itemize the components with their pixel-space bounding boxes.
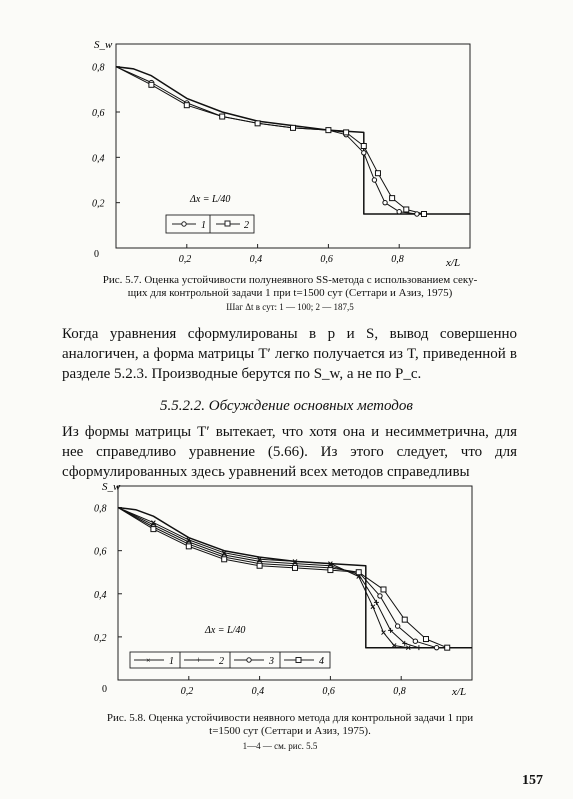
x-tick-label: 0,4 [251,686,265,697]
y-tick-label: 0,2 [94,632,107,644]
figure-5-7-subcaption: Шаг Δt в сут: 1 — 100; 2 — 187,5 [226,302,354,312]
data-point [374,600,379,605]
caption-line-2: t=1500 сут (Сеттари и Азиз, 1975). [209,725,371,737]
series-line-exact [118,508,472,648]
caption-line-1: Рис. 5.8. Оценка устойчивости неявного метода для контрольной задачи 1 при [106,712,474,724]
legend-label-2: 2 [219,656,224,667]
x-tick-label: 0,6 [322,686,335,697]
data-point [415,212,419,216]
data-point [293,565,298,570]
legend-marker-plus: + [196,655,202,665]
data-point [413,639,417,643]
y-tick-label: 0,4 [94,589,107,601]
plot-frame [116,44,470,248]
data-point [151,527,156,532]
x-tick-label: 0,2 [178,254,192,265]
y-tick-label: 0,6 [92,108,105,119]
y-tick-label: 0,8 [92,62,105,74]
y-axis-label: S_w [102,481,121,493]
dx-annotation: Δx = L/40 [205,625,246,636]
x-tick-label: 0,8 [393,686,406,697]
data-point [416,645,421,650]
data-point [255,121,260,126]
data-point [402,617,407,622]
chart-lines [116,67,470,214]
data-point [186,544,191,549]
origin-label: 0 [94,249,99,260]
plot-frame [118,486,472,680]
data-point [222,557,227,562]
data-point [326,128,331,133]
section-heading: 5.5.2.2. Обсуждение основных методов [160,398,413,414]
data-point [445,645,450,650]
paragraph-1: Когда уравнения сформулированы в p и S, вывод совершенно аналогичен, а форма матрицы T′ легко получается из T, приведенной в разделе 5.2.3. Производные берутся по S_w, а не по P_c. [62,326,517,382]
figure-5-8-chart [80,478,510,713]
y-tick-label: 0,2 [92,198,105,210]
data-point [362,151,366,155]
data-point [375,171,380,176]
origin-label: 0 [102,684,107,695]
legend-label-4: 4 [319,656,324,667]
data-point [383,200,387,204]
data-point [404,207,409,212]
data-point [149,82,154,87]
figure-5-8-subcaption: 1—4 — см. рис. 5.5 [242,741,318,751]
x-axis-label: x/L [452,686,467,698]
series-line-1 [116,67,417,214]
data-point [356,570,361,575]
caption-line-1: Рис. 5.7. Оценка устойчивости полунеявного SS-метода с использованием секу- [102,274,478,286]
y-tick-label: 0,6 [94,546,107,558]
y-tick-label: 0,4 [92,153,105,165]
legend-label-3: 3 [269,656,274,667]
page-number: 157 [522,773,543,788]
data-point [328,568,333,573]
data-point [184,103,189,108]
y-axis-label: S_w [94,39,113,51]
data-point [423,637,428,642]
paragraph-2: Из формы матрицы T′ вытекает, что хотя она и несимметрична, для нее справедливо уравнение (5.66). Из этого следует, что для сформулированных здесь уравнений всех методов справедливы [62,424,517,480]
data-point [372,178,376,182]
x-axis-label: x/L [446,257,461,269]
figure-5-7-caption [60,274,520,300]
y-tick-label: 0,8 [94,503,107,515]
x-tick-label: 0,6 [320,254,333,265]
series-line-2 [118,508,419,648]
x-tick-label: 0,8 [391,254,404,265]
data-point [397,210,401,214]
chart-axes [92,44,470,265]
legend-marker-x: × [146,656,151,665]
data-point [344,130,349,135]
dx-annotation: Δx = L/40 [190,194,231,205]
data-point [382,631,386,635]
legend [130,652,330,668]
data-point [390,196,395,201]
legend [166,215,254,233]
data-point [371,605,375,609]
data-point [378,594,382,598]
series-line-exact [116,67,470,214]
figure-5-7-chart [80,38,510,273]
data-point [434,645,438,649]
legend-label-2: 2 [244,220,249,231]
chart-axes [94,486,472,697]
figure-5-8-caption [60,712,520,738]
x-tick-label: 0,4 [249,254,263,265]
data-point [395,624,399,628]
legend-label-1: 1 [169,656,174,667]
data-point [220,114,225,119]
data-point [361,144,366,149]
data-point [291,125,296,130]
data-point [257,563,262,568]
caption-line-2: щих для контрольной задачи 1 при t=1500 сут (Сеттари и Азиз, 1975) [127,287,453,299]
chart-lines [118,508,472,648]
x-tick-label: 0,2 [180,686,194,697]
data-point [381,587,386,592]
legend-label-1: 1 [201,220,206,231]
data-point [421,212,426,217]
